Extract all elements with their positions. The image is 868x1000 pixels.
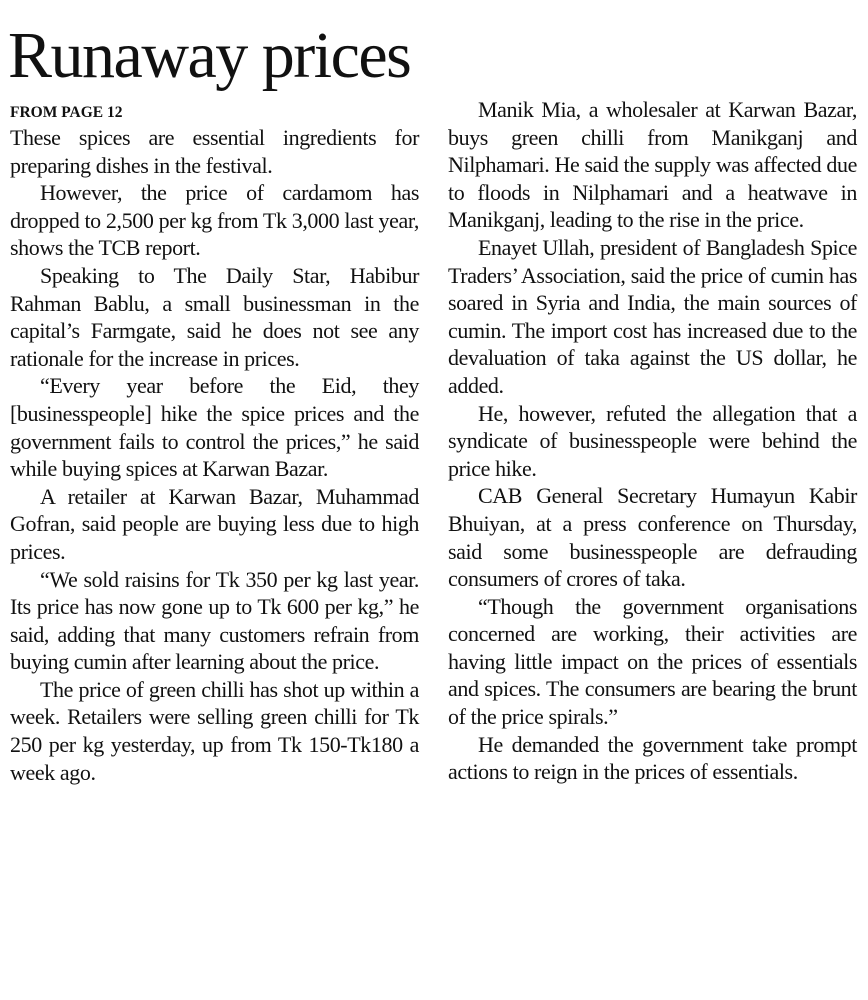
right-column [448, 96, 857, 786]
paragraph: “Though the government organisations concerned are working, their activities are having little impact on the prices of essentials and spices. The consumers are bearing the brunt of the price spirals.” [448, 593, 857, 730]
paragraph: Speaking to The Daily Star, Habibur Rahman Bablu, a small businessman in the capital’s Farmgate, said he does not see any rationale for the increase in prices. [10, 262, 419, 371]
paragraph: “We sold raisins for Tk 350 per kg last year. Its price has now gone up to Tk 600 per kg,” he said, adding that many customers refrain from buying cumin after learning about the price. [10, 566, 419, 675]
paragraph: However, the price of cardamom has dropped to 2,500 per kg from Tk 3,000 last year, shows the TCB report. [10, 180, 419, 261]
left-column [10, 124, 419, 786]
headline: Runaway prices [8, 19, 411, 92]
paragraph: He, however, refuted the allegation that a syndicate of businesspeople were behind the price hike. [448, 400, 857, 481]
paragraph: CAB General Secretary Humayun Kabir Bhuiyan, at a press conference on Thursday, said some businesspeople are defrauding consumers of crores of taka. [448, 483, 857, 592]
paragraph: A retailer at Karwan Bazar, Muhammad Gofran, said people are buying less due to high prices. [10, 483, 419, 564]
paragraph: Enayet Ullah, president of Bangladesh Spice Traders’ Association, said the price of cumin has soared in Syria and India, the main sources of cumin. The import cost has increased due to the devaluation of taka against the US dollar, he added. [448, 234, 857, 398]
continuation-kicker: FROM PAGE 12 [10, 104, 123, 121]
paragraph: The price of green chilli has shot up within a week. Retailers were selling green chilli for Tk 250 per kg yesterday, up from Tk 150-Tk180 a week ago. [10, 676, 419, 785]
paragraph: “Every year before the Eid, they [businesspeople] hike the spice prices and the government fails to control the prices,” he said while buying spices at Karwan Bazar. [10, 373, 419, 482]
paragraph: He demanded the government take prompt actions to reign in the prices of essentials. [448, 731, 857, 785]
paragraph: Manik Mia, a wholesaler at Karwan Bazar, buys green chilli from Manikganj and Nilphamari. He said the supply was affected due to floods in Nilphamari and a heatwave in Manikganj, leading to the rise in the price. [448, 97, 857, 233]
paragraph: These spices are essential ingredients for preparing dishes in the festival. [10, 125, 419, 178]
